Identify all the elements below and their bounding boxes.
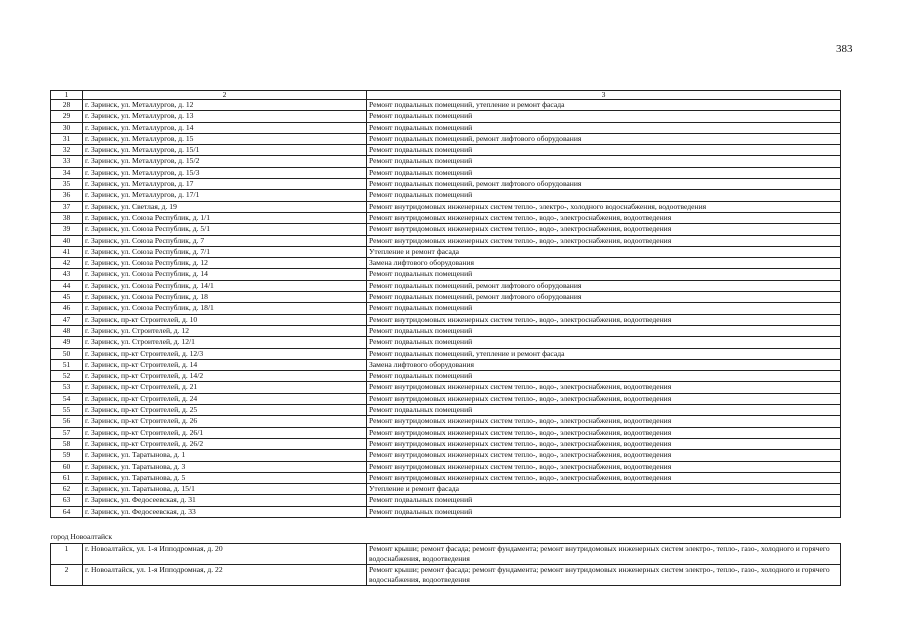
address-cell: г. Заринск, пр-кт Строителей, д. 14/2 (83, 371, 367, 382)
table-row (51, 258, 841, 269)
work-type-cell: Ремонт подвальных помещений (367, 506, 841, 517)
table-row (51, 450, 841, 461)
row-number: 30 (51, 122, 83, 133)
row-number: 47 (51, 314, 83, 325)
address-cell: г. Заринск, ул. Металлургов, д. 15 (83, 133, 367, 144)
table-row (51, 472, 841, 483)
table-row (51, 122, 841, 133)
work-type-cell: Замена лифтового оборудования (367, 359, 841, 370)
work-type-cell: Замена лифтового оборудования (367, 258, 841, 269)
table-row (51, 427, 841, 438)
work-type-cell: Ремонт подвальных помещений (367, 337, 841, 348)
row-number: 57 (51, 427, 83, 438)
work-type-cell: Ремонт внутридомовых инженерных систем тепло-, водо-, электроснабжения, водоотведения (367, 416, 841, 427)
work-type-cell: Утепление и ремонт фасада (367, 246, 841, 257)
address-cell: г. Заринск, ул. Металлургов, д. 12 (83, 100, 367, 111)
row-number: 63 (51, 495, 83, 506)
address-cell: г. Заринск, ул. Союза Республик, д. 18 (83, 292, 367, 303)
work-type-cell: Ремонт подвальных помещений, ремонт лифтового оборудования (367, 280, 841, 291)
address-cell: г. Заринск, ул. Федосеевская, д. 33 (83, 506, 367, 517)
row-number: 59 (51, 450, 83, 461)
work-type-cell: Ремонт внутридомовых инженерных систем тепло-, водо-, электроснабжения, водоотведения (367, 461, 841, 472)
address-cell: г. Заринск, пр-кт Строителей, д. 25 (83, 405, 367, 416)
address-cell: г. Заринск, ул. Союза Республик, д. 5/1 (83, 224, 367, 235)
address-cell: г. Заринск, ул. Металлургов, д. 15/1 (83, 145, 367, 156)
table-row (51, 303, 841, 314)
work-type-cell: Ремонт подвальных помещений, утепление и ремонт фасада (367, 100, 841, 111)
work-type-cell: Утепление и ремонт фасада (367, 484, 841, 495)
page-number: 383 (836, 43, 853, 55)
address-cell: г. Заринск, ул. Союза Республик, д. 7/1 (83, 246, 367, 257)
work-type-cell: Ремонт подвальных помещений (367, 371, 841, 382)
address-cell: г. Заринск, ул. Строителей, д. 12 (83, 325, 367, 336)
row-number: 60 (51, 461, 83, 472)
work-type-cell: Ремонт подвальных помещений (367, 269, 841, 280)
row-number: 58 (51, 438, 83, 449)
work-type-cell: Ремонт подвальных помещений, ремонт лифтового оборудования (367, 292, 841, 303)
table-row (51, 543, 841, 564)
row-number: 37 (51, 201, 83, 212)
table-row (51, 201, 841, 212)
table-row (51, 314, 841, 325)
header-col-1: 1 (51, 91, 83, 100)
row-number: 2 (51, 564, 83, 585)
work-type-cell: Ремонт внутридомовых инженерных систем тепло-, водо-, электроснабжения, водоотведения (367, 450, 841, 461)
address-cell: г. Заринск, ул. Строителей, д. 12/1 (83, 337, 367, 348)
work-type-cell: Ремонт подвальных помещений, ремонт лифтового оборудования (367, 179, 841, 190)
work-type-cell: Ремонт внутридомовых инженерных систем тепло-, электро-, холодного водоснабжения, водоотведения (367, 201, 841, 212)
table-row (51, 224, 841, 235)
row-number: 33 (51, 156, 83, 167)
row-number: 64 (51, 506, 83, 517)
address-cell: г. Новоалтайск, ул. 1-я Ипподромная, д. 20 (83, 543, 367, 564)
row-number: 44 (51, 280, 83, 291)
table-row (51, 438, 841, 449)
column-number-header-row (51, 91, 841, 100)
table-row (51, 325, 841, 336)
row-number: 54 (51, 393, 83, 404)
table-row (51, 506, 841, 517)
work-type-cell: Ремонт подвальных помещений (367, 111, 841, 122)
table-row (51, 235, 841, 246)
repair-register-table (50, 90, 841, 586)
section-row (51, 517, 841, 543)
table-row (51, 100, 841, 111)
address-cell: г. Заринск, ул. Таратынова, д. 3 (83, 461, 367, 472)
address-cell: г. Заринск, ул. Металлургов, д. 15/2 (83, 156, 367, 167)
address-cell: г. Заринск, пр-кт Строителей, д. 21 (83, 382, 367, 393)
address-cell: г. Заринск, пр-кт Строителей, д. 26 (83, 416, 367, 427)
row-number: 52 (51, 371, 83, 382)
work-type-cell: Ремонт внутридомовых инженерных систем тепло-, водо-, электроснабжения, водоотведения (367, 427, 841, 438)
header-col-2: 2 (83, 91, 367, 100)
table-row (51, 212, 841, 223)
row-number: 50 (51, 348, 83, 359)
table-row (51, 269, 841, 280)
work-type-cell: Ремонт внутридомовых инженерных систем тепло-, водо-, электроснабжения, водоотведения (367, 438, 841, 449)
section-title: город Новоалтайск (51, 517, 841, 543)
row-number: 62 (51, 484, 83, 495)
row-number: 34 (51, 167, 83, 178)
row-number: 35 (51, 179, 83, 190)
table-row (51, 495, 841, 506)
work-type-cell: Ремонт внутридомовых инженерных систем тепло-, водо-, электроснабжения, водоотведения (367, 314, 841, 325)
address-cell: г. Заринск, ул. Металлургов, д. 13 (83, 111, 367, 122)
table-row (51, 179, 841, 190)
work-type-cell: Ремонт внутридомовых инженерных систем тепло-, водо-, электроснабжения, водоотведения (367, 212, 841, 223)
address-cell: г. Заринск, пр-кт Строителей, д. 10 (83, 314, 367, 325)
work-type-cell: Ремонт подвальных помещений (367, 325, 841, 336)
table-row (51, 564, 841, 585)
table-row (51, 484, 841, 495)
work-type-cell: Ремонт внутридомовых инженерных систем тепло-, водо-, электроснабжения, водоотведения (367, 382, 841, 393)
work-type-cell: Ремонт внутридомовых инженерных систем тепло-, водо-, электроснабжения, водоотведения (367, 224, 841, 235)
address-cell: г. Заринск, ул. Союза Республик, д. 14 (83, 269, 367, 280)
table-row (51, 133, 841, 144)
address-cell: г. Заринск, ул. Таратынова, д. 15/1 (83, 484, 367, 495)
address-cell: г. Заринск, пр-кт Строителей, д. 26/1 (83, 427, 367, 438)
row-number: 55 (51, 405, 83, 416)
row-number: 39 (51, 224, 83, 235)
row-number: 28 (51, 100, 83, 111)
work-type-cell: Ремонт подвальных помещений (367, 495, 841, 506)
table-row (51, 167, 841, 178)
row-number: 32 (51, 145, 83, 156)
row-number: 53 (51, 382, 83, 393)
address-cell: г. Заринск, ул. Союза Республик, д. 7 (83, 235, 367, 246)
work-type-cell: Ремонт подвальных помещений (367, 303, 841, 314)
address-cell: г. Заринск, ул. Светлая, д. 19 (83, 201, 367, 212)
work-type-cell: Ремонт внутридомовых инженерных систем тепло-, водо-, электроснабжения, водоотведения (367, 472, 841, 483)
work-type-cell: Ремонт подвальных помещений (367, 145, 841, 156)
header-col-3: 3 (367, 91, 841, 100)
table-row (51, 145, 841, 156)
table-row (51, 156, 841, 167)
row-number: 40 (51, 235, 83, 246)
work-type-cell: Ремонт крыши; ремонт фасада; ремонт фундамента; ремонт внутридомовых инженерных систем электро-, тепло-, газо-, холодного и горячего водоснабжения, водоотведения (367, 543, 841, 564)
table-row (51, 246, 841, 257)
table-row (51, 461, 841, 472)
row-number: 36 (51, 190, 83, 201)
address-cell: г. Заринск, ул. Металлургов, д. 14 (83, 122, 367, 133)
row-number: 45 (51, 292, 83, 303)
row-number: 43 (51, 269, 83, 280)
work-type-cell: Ремонт подвальных помещений, ремонт лифтового оборудования (367, 133, 841, 144)
address-cell: г. Заринск, ул. Союза Республик, д. 1/1 (83, 212, 367, 223)
row-number: 29 (51, 111, 83, 122)
table-row (51, 405, 841, 416)
address-cell: г. Заринск, пр-кт Строителей, д. 12/3 (83, 348, 367, 359)
table-row (51, 416, 841, 427)
address-cell: г. Заринск, пр-кт Строителей, д. 26/2 (83, 438, 367, 449)
work-type-cell: Ремонт подвальных помещений, утепление и ремонт фасада (367, 348, 841, 359)
row-number: 42 (51, 258, 83, 269)
row-number: 48 (51, 325, 83, 336)
row-number: 46 (51, 303, 83, 314)
table-row (51, 393, 841, 404)
address-cell: г. Заринск, ул. Металлургов, д. 17/1 (83, 190, 367, 201)
work-type-cell: Ремонт крыши; ремонт фасада; ремонт фундамента; ремонт внутридомовых инженерных систем электро-, тепло-, газо-, холодного и горячего водоснабжения, водоотведения (367, 564, 841, 585)
address-cell: г. Заринск, ул. Федосеевская, д. 31 (83, 495, 367, 506)
row-number: 38 (51, 212, 83, 223)
row-number: 51 (51, 359, 83, 370)
table-row (51, 371, 841, 382)
address-cell: г. Заринск, ул. Союза Республик, д. 12 (83, 258, 367, 269)
row-number: 49 (51, 337, 83, 348)
address-cell: г. Заринск, ул. Союза Республик, д. 14/1 (83, 280, 367, 291)
table-row (51, 292, 841, 303)
address-cell: г. Заринск, ул. Металлургов, д. 15/3 (83, 167, 367, 178)
table-row (51, 382, 841, 393)
work-type-cell: Ремонт подвальных помещений (367, 156, 841, 167)
table-row (51, 337, 841, 348)
row-number: 61 (51, 472, 83, 483)
table-row (51, 280, 841, 291)
row-number: 31 (51, 133, 83, 144)
work-type-cell: Ремонт подвальных помещений (367, 122, 841, 133)
row-number: 41 (51, 246, 83, 257)
work-type-cell: Ремонт подвальных помещений (367, 167, 841, 178)
address-cell: г. Заринск, пр-кт Строителей, д. 14 (83, 359, 367, 370)
table-row (51, 190, 841, 201)
table-row (51, 348, 841, 359)
address-cell: г. Заринск, ул. Металлургов, д. 17 (83, 179, 367, 190)
work-type-cell: Ремонт подвальных помещений (367, 405, 841, 416)
row-number: 1 (51, 543, 83, 564)
address-cell: г. Заринск, ул. Таратынова, д. 1 (83, 450, 367, 461)
table-row (51, 111, 841, 122)
work-type-cell: Ремонт внутридомовых инженерных систем тепло-, водо-, электроснабжения, водоотведения (367, 393, 841, 404)
row-number: 56 (51, 416, 83, 427)
address-cell: г. Новоалтайск, ул. 1-я Ипподромная, д. 22 (83, 564, 367, 585)
address-cell: г. Заринск, ул. Союза Республик, д. 18/1 (83, 303, 367, 314)
table-row (51, 359, 841, 370)
work-type-cell: Ремонт подвальных помещений (367, 190, 841, 201)
work-type-cell: Ремонт внутридомовых инженерных систем тепло-, водо-, электроснабжения, водоотведения (367, 235, 841, 246)
address-cell: г. Заринск, ул. Таратынова, д. 5 (83, 472, 367, 483)
address-cell: г. Заринск, пр-кт Строителей, д. 24 (83, 393, 367, 404)
